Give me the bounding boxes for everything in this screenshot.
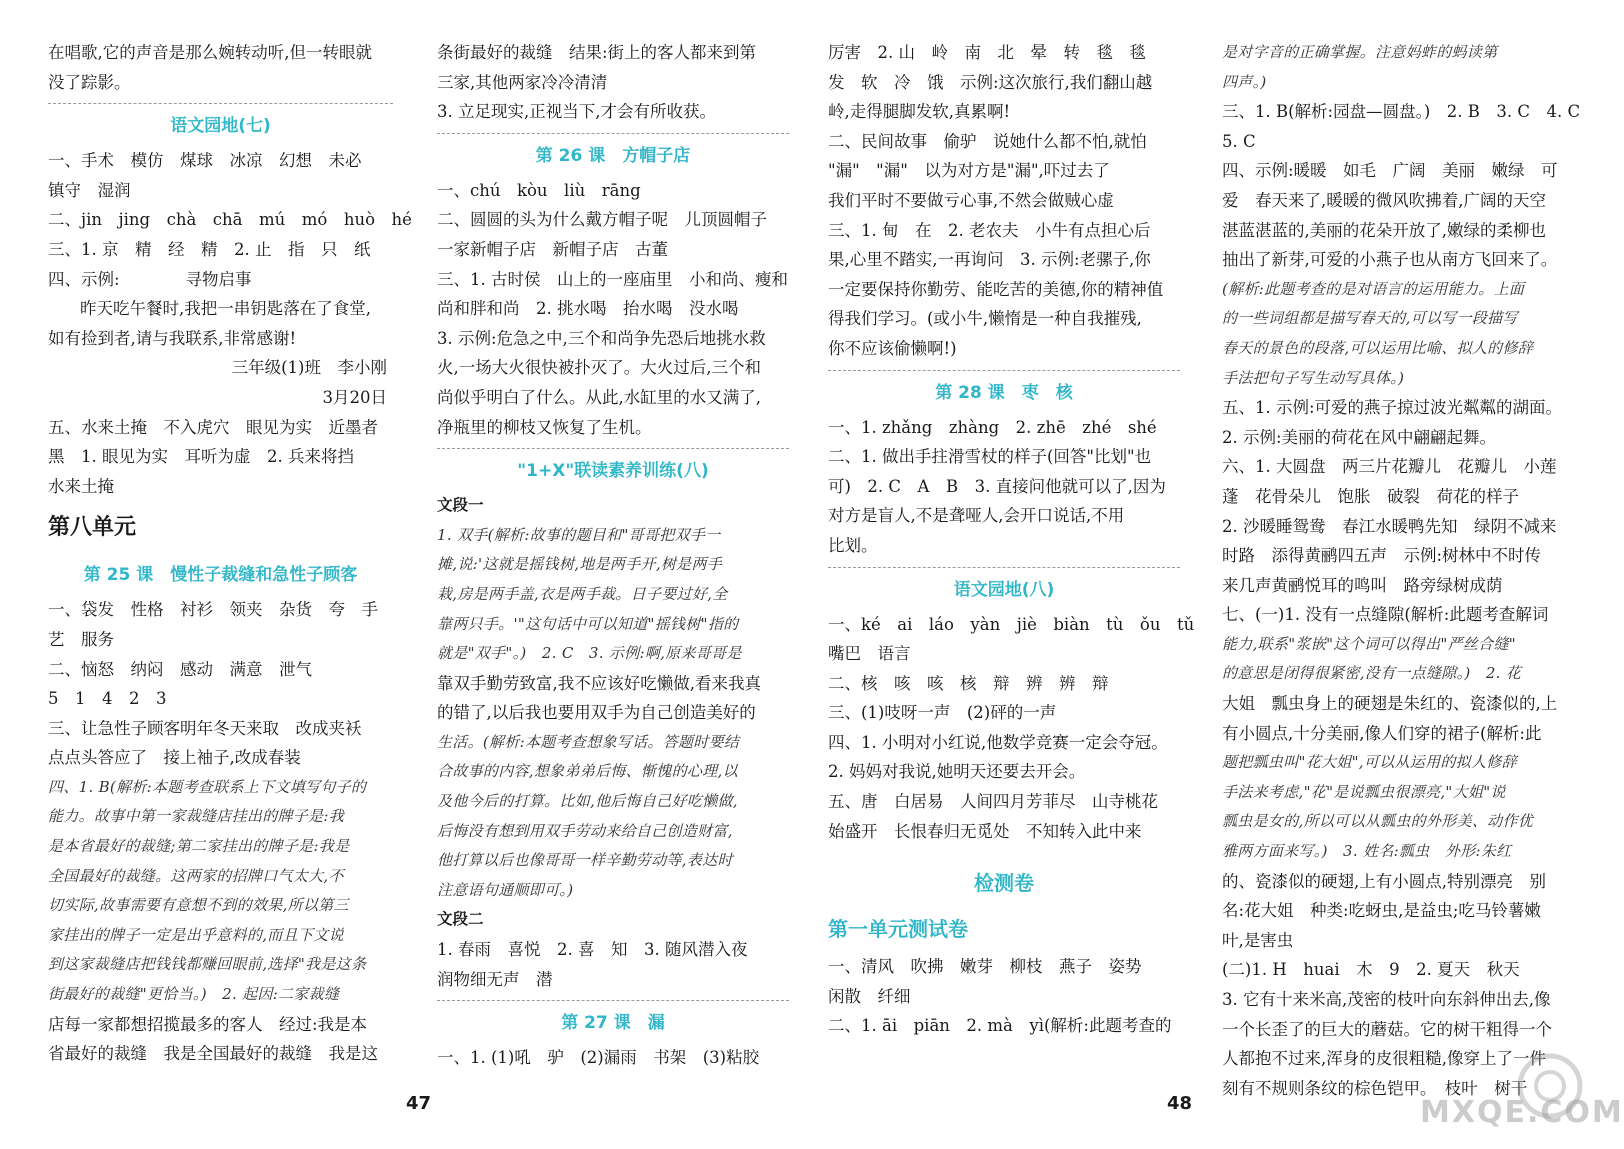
- unit-heading: 第八单元: [48, 515, 137, 541]
- answer-column-4: [1222, 38, 1582, 1103]
- answer-line: 刻有不规则条纹的棕色铠甲。 枝叶 树干: [1222, 1078, 1528, 1098]
- answer-line: 一、清风 吹拂 嫩芽 柳枝 燕子 姿势: [828, 957, 1142, 977]
- answer-line: 三、1. B(解析:园盘—圆盘。) 2. B 3. C 4. C: [1222, 102, 1581, 122]
- answer-line: 二、jin jing chà chā mú mó huò hé: [48, 210, 412, 230]
- answer-line: 四、示例: 寻物启事: [48, 269, 252, 289]
- answer-line: 名:花大姐 种类:吃蚜虫,是益虫;吃马铃薯嫩: [1222, 901, 1541, 921]
- analysis-line: 栽,房是两手盖,衣是两手裁。日子要过好,全: [437, 584, 728, 603]
- answer-line: 1. 春雨 喜悦 2. 喜 知 3. 随风潜入夜: [437, 940, 748, 960]
- answer-line: 艺 服务: [48, 629, 114, 649]
- answer-line: 二、民间故事 偷驴 说她什么都不怕,就怕: [828, 131, 1147, 151]
- answer-column-1: [48, 38, 412, 1069]
- section-divider: [437, 448, 789, 449]
- answer-line: 三、(1)吱呀一声 (2)砰的一声: [828, 703, 1057, 723]
- analysis-line: 他打算以后也像哥哥一样辛勤劳动等,表达时: [437, 851, 733, 870]
- analysis-line: 注意语句通顺即可。): [437, 880, 574, 899]
- analysis-line: 瓢虫是女的,所以可以从瓢虫的外形美、动作优: [1222, 812, 1534, 831]
- analysis-line: 家挂出的牌子一定是出乎意料的,而且下文说: [48, 925, 344, 944]
- analysis-line: 生活。(解析:本题考查想象写话。答题时要结: [437, 732, 740, 751]
- answer-line: 5 1 4 2 3: [48, 689, 167, 709]
- answer-line: 水来土掩: [48, 476, 114, 496]
- analysis-line: 手法把句子写生动写具体。): [1222, 368, 1405, 387]
- analysis-line: 雅两方面来写。) 3. 姓名:瓢虫 外形:朱红: [1222, 842, 1512, 861]
- answer-line: 昨天吃午餐时,我把一串钥匙落在了食堂,: [80, 299, 371, 319]
- answer-line: 一、1. zhǎng zhàng 2. zhē zhé shé: [828, 417, 1157, 437]
- answer-line: 一、chú kòu liù rāng: [437, 180, 641, 200]
- answer-line: 嘴巴 语言: [828, 644, 911, 664]
- answer-line: 对方是盲人,不是聋哑人,会开口说话,不用: [828, 506, 1125, 526]
- answer-line: 条街最好的裁缝 结果:街上的客人都来到第: [437, 43, 757, 62]
- answer-line: 三、1. 甸 在 2. 老农夫 小牛有点担心后: [828, 220, 1151, 240]
- analysis-line: 能力,联系"浆嵌"这个词可以得出"严丝合缝": [1222, 634, 1516, 653]
- analysis-line: 摊,说:'这就是摇钱树,地是两手开,树是两手: [437, 555, 723, 574]
- answer-line: 的错了,以后我也要用双手为自己创造美好的: [437, 703, 756, 723]
- analysis-line: 1. 双手(解析:故事的题目和"哥哥把双手一: [437, 525, 721, 544]
- answer-line: 时路 添得黄鹂四五声 示例:树林中不时传: [1222, 546, 1542, 566]
- section-heading: 第 28 课 枣 核: [935, 382, 1073, 403]
- spacer: [828, 846, 1180, 860]
- answer-line: 厉害 2. 山 岭 南 北 晕 转 毯 毯: [828, 43, 1146, 62]
- answer-line: 一、1. (1)吼 驴 (2)漏雨 书架 (3)粘胶: [437, 1048, 760, 1068]
- analysis-line: (解析:此题考查的是对语言的运用能力。上面: [1222, 279, 1525, 298]
- answer-line: 可) 2. C A B 3. 直接问他就可以了,因为: [828, 476, 1166, 496]
- analysis-line: 街最好的裁缝"更恰当。) 2. 起因:二家裁缝: [48, 985, 340, 1004]
- answer-line: 3. 示例:危急之中,三个和尚争先恐后地挑水救: [437, 328, 766, 348]
- section-heading: "1+X"联读素养训练(八): [517, 461, 709, 482]
- answer-line: 你不应该偷懒啊!): [828, 338, 957, 358]
- answer-line: 2. 示例:美丽的荷花在风中翩翩起舞。: [1222, 427, 1497, 447]
- answer-line: 三年级(1)班 李小刚: [231, 358, 387, 378]
- section-heading: 第一单元测试卷: [828, 917, 968, 942]
- analysis-line: 春天的景色的段落,可以运用比喻、拟人的修辞: [1222, 338, 1534, 357]
- section-heading: 检测卷: [974, 871, 1034, 896]
- answer-line: 五、1. 示例:可爱的燕子掠过波光粼粼的湖面。: [1222, 398, 1563, 418]
- section-heading: 第 27 课 漏: [561, 1013, 665, 1034]
- answer-line: 火,一场大火很快被扑灭了。大火过后,三个和: [437, 358, 761, 378]
- analysis-line: 是对字音的正确掌握。注意妈蚱的蚂读第: [1222, 43, 1498, 61]
- answer-line: 二、核 咳 咳 核 辩 辨 辨 辩: [828, 673, 1109, 693]
- analysis-line: 的意思是闭得很紧密,没有一点缝隙。) 2. 花: [1222, 664, 1522, 683]
- answer-column-2: [437, 38, 789, 1073]
- answer-line: 没了踪影。: [48, 72, 131, 92]
- answer-line: 点点头答应了 接上袖子,改成春装: [48, 748, 301, 768]
- answer-line: 二、1. 做出手拄滑雪杖的样子(回答"比划"也: [828, 447, 1152, 467]
- answer-line: 的、瓷漆似的硬翅,上有小圆点,特别漂亮 别: [1222, 871, 1546, 891]
- section-heading: 第 25 课 慢性子裁缝和急性子顾客: [83, 565, 358, 586]
- answer-line: 在唱歌,它的声音是那么婉转动听,但一转眼就: [48, 43, 372, 62]
- page-number-right: 48: [1167, 1093, 1193, 1114]
- answer-line: 来几声黄鹂悦耳的鸣叫 路旁绿树成荫: [1222, 575, 1503, 595]
- passage-label: 文段二: [437, 910, 484, 929]
- answer-line: 尚和胖和尚 2. 挑水喝 抬水喝 没水喝: [437, 299, 739, 319]
- answer-column-3: [828, 38, 1195, 1041]
- answer-line: 三、1. 京 精 经 精 2. 止 指 只 纸: [48, 239, 371, 259]
- answer-line: 二、圆圆的头为什么戴方帽子呢 儿顶圆帽子: [437, 210, 767, 230]
- answer-line: 一、袋发 性格 衬衫 领夹 杂货 夸 手: [48, 600, 378, 620]
- section-heading: 语文园地(七): [170, 116, 271, 137]
- answer-line: 四、1. 小明对小红说,他数学竞赛一定会夺冠。: [828, 732, 1168, 752]
- section-divider: [437, 1000, 789, 1001]
- passage-label: 文段一: [437, 496, 484, 515]
- analysis-line: 四声。): [1222, 72, 1267, 91]
- analysis-line: 的一些词组都是描写春天的,可以写一段描写: [1222, 309, 1518, 328]
- answer-line: 蓬 花骨朵儿 饱胀 破裂 荷花的样子: [1222, 486, 1519, 506]
- answer-line: 润物细无声 潜: [437, 969, 553, 989]
- answer-line: 3. 立足现实,正视当下,才会有所收获。: [437, 102, 716, 122]
- analysis-line: 全国最好的裁缝。这两家的招牌口气太大,不: [48, 866, 344, 885]
- answer-line: 爱 春天来了,暖暖的微风吹拂着,广阔的天空: [1222, 190, 1546, 210]
- page-number-left: 47: [406, 1093, 432, 1114]
- analysis-line: 手法来考虑,"花"是说瓢虫很漂亮,"大姐"说: [1222, 782, 1506, 801]
- answer-line: 净瓶里的柳枝又恢复了生机。: [437, 417, 652, 437]
- answer-line: 三、1. 古时侯 山上的一座庙里 小和尚、瘦和: [437, 269, 788, 289]
- answer-line: 靠双手勤劳致富,我不应该好吃懒做,看来我真: [437, 673, 761, 693]
- answer-line: 5. C: [1222, 131, 1256, 151]
- answer-line: 始盛开 长恨春归无觅处 不知转入此中来: [828, 821, 1142, 841]
- answer-line: 三、让急性子顾客明年冬天来取 改成夹袄: [48, 718, 362, 738]
- answer-line: 店每一家都想招揽最多的客人 经过:我是本: [48, 1014, 368, 1034]
- answer-line: 六、1. 大圆盘 两三片花瓣儿 花瓣儿 小莲: [1222, 457, 1557, 477]
- answer-line: 3. 它有十来米高,茂密的枝叶向东斜伸出去,像: [1222, 990, 1551, 1009]
- section-divider: [828, 567, 1180, 568]
- answer-line: 有小圆点,十分美丽,像人们穿的裙子(解析:此: [1222, 723, 1542, 743]
- section-divider: [437, 133, 789, 134]
- answer-line: 如有捡到者,请与我联系,非常感谢!: [48, 328, 297, 348]
- answer-line: 二、1. āi piān 2. mà yì(解析:此题考查的: [828, 1016, 1172, 1036]
- answer-line: 省最好的裁缝 我是全国最好的裁缝 我是这: [48, 1044, 378, 1064]
- answer-line: 四、示例:暖暖 如毛 广阔 美丽 嫩绿 可: [1222, 161, 1558, 181]
- section-divider: [828, 370, 1180, 371]
- answer-line: (二)1. H huai 木 9 2. 夏天 秋天: [1222, 960, 1520, 980]
- answer-line: 闲散 纤细: [828, 986, 911, 1006]
- answer-line: 得我们学习。(或小牛,懒惰是一种自我摧残,: [828, 309, 1142, 329]
- answer-line: 叶,是害虫: [1222, 930, 1294, 950]
- section-heading: 语文园地(八): [953, 579, 1055, 600]
- answer-line: 湛蓝湛蓝的,美丽的花朵开放了,嫩绿的柔柳也: [1222, 220, 1546, 240]
- answer-line: 黑 1. 眼见为实 耳听为虚 2. 兵来将挡: [48, 447, 354, 467]
- answer-line: 一家新帽子店 新帽子店 古董: [437, 239, 668, 259]
- answer-line: 2. 妈妈对我说,她明天还要去开会。: [828, 762, 1086, 782]
- analysis-line: 切实际,故事需要有意想不到的效果,所以第三: [48, 896, 349, 915]
- answer-line: 人都抱不过来,浑身的皮很粗糙,像穿上了一件: [1222, 1049, 1546, 1069]
- analysis-line: 就是"双手"。) 2. C 3. 示例:啊,原来哥哥是: [437, 644, 742, 663]
- analysis-line: 能力。故事中第一家裁缝店挂出的牌子是:我: [48, 807, 345, 826]
- analysis-line: 是本省最好的裁缝;第二家挂出的牌子是:我是: [48, 837, 350, 856]
- answer-line: 岭,走得腿脚发软,真累啊!: [828, 102, 1011, 122]
- answer-line: 一、手术 模仿 煤球 冰凉 幻想 未必: [48, 151, 362, 171]
- answer-line: 镇守 湿润: [48, 180, 131, 200]
- answer-line: 二、恼怒 纳闷 感动 满意 泄气: [48, 659, 312, 679]
- answer-line: 五、唐 白居易 人间四月芳菲尽 山寺桃花: [828, 792, 1158, 812]
- analysis-line: 靠两只手。'"这句话中可以知道"摇钱树"指的: [437, 614, 739, 633]
- analysis-line: 后悔没有想到用双手劳动来给自己创造财富,: [437, 821, 733, 840]
- analysis-line: 及他今后的打算。比如,他后悔自己好吃懒做,: [437, 792, 738, 811]
- answer-line: 2. 沙暖睡鸳鸯 春江水暖鸭先知 绿阴不减来: [1222, 516, 1557, 536]
- analysis-line: 到这家裁缝店把钱钱都赚回眼前,选择"我是这条: [48, 955, 367, 974]
- analysis-line: 题把瓢虫叫"花大姐",可以从运用的拟人修辞: [1222, 753, 1517, 772]
- answer-line: 一、ké ai láo yàn jiè biàn tù ǒu tǔ: [828, 614, 1195, 634]
- answer-line: 果,心里不踏实,一再询问 3. 示例:老骡子,你: [828, 250, 1151, 270]
- answer-line: 五、水来土掩 不入虎穴 眼见为实 近墨者: [48, 417, 378, 437]
- answer-line: 3月20日: [322, 387, 387, 407]
- answer-line: 七、(一)1. 没有一点缝隙(解析:此题考查解词: [1222, 605, 1549, 625]
- answer-line: 发 软 冷 饿 示例:这次旅行,我们翻山越: [828, 72, 1153, 92]
- analysis-line: 合故事的内容,想象弟弟后悔、惭愧的心理,以: [437, 762, 738, 781]
- section-divider: [48, 103, 393, 104]
- answer-line: 大姐 瓢虫身上的硬翅是朱红的、瓷漆似的,上: [1222, 694, 1558, 714]
- answer-line: 我们平时不要做亏心事,不然会做贼心虚: [828, 190, 1114, 210]
- answer-line: 抽出了新芽,可爱的小燕子也从南方飞回来了。: [1222, 250, 1558, 270]
- watermark-text: MXQE.COM: [1420, 1095, 1624, 1130]
- answer-line: 比划。: [828, 535, 878, 555]
- answer-line: 三家,其他两家冷冷清清: [437, 72, 608, 92]
- section-heading: 第 26 课 方帽子店: [535, 145, 691, 166]
- analysis-line: 四、1. B(解析:本题考查联系上下文填写句子的: [48, 777, 367, 796]
- answer-line: 尚似乎明白了什么。从此,水缸里的水又满了,: [437, 387, 761, 407]
- answer-line: 一个长歪了的巨大的蘑菇。它的树干粗得一个: [1222, 1019, 1552, 1039]
- answer-line: 一定要保持你勤劳、能吃苦的美德,你的精神值: [828, 279, 1164, 299]
- answer-line: "漏" "漏" 以为对方是"漏",吓过去了: [828, 161, 1110, 181]
